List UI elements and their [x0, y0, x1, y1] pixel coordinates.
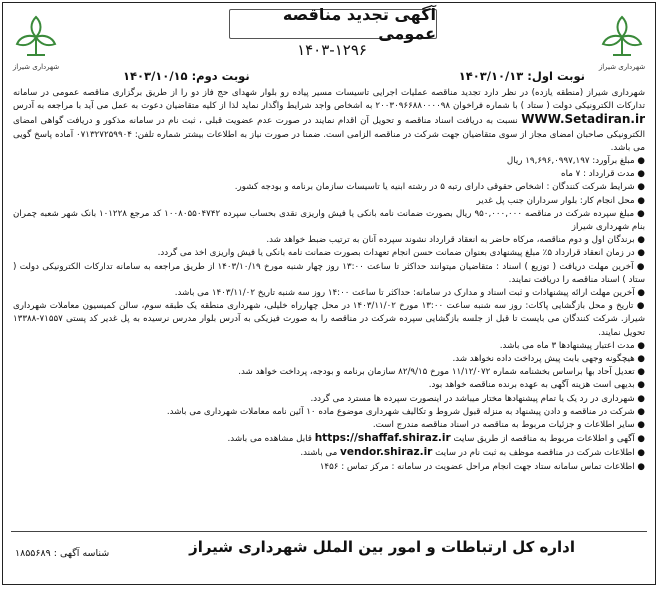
first-publish-date: ۱۴۰۳/۱۰/۱۳	[458, 69, 524, 83]
list-item-text: شرکت در مناقصه و دادن پیشنهاد به منزله قبول شروط و تکالیف شهرداری موضوع ماده ۱۰ آئین نامه معاملات شهرداری می باشد.	[166, 406, 635, 417]
list-item: ● تعدیل آحاد بها براساس بخشنامه شماره ۱۱/۱۲/۰۷۲ مورخ ۸۲/۹/۱۵ سازمان برنامه و بودجه، پرداخت خواهد شد.	[238, 367, 645, 378]
notice-page	[2, 2, 656, 585]
shaffaf-text-a: آگهی و اطلاعات مربوط به مناقصه از طریق سایت	[453, 434, 635, 445]
list-item-text: شهرداری در رد یک یا تمام پیشنهادها مختار میباشد در اینصورت سپرده ها مسترد می گردد.	[310, 393, 635, 404]
notice-body	[13, 87, 645, 523]
list-item: ● در زمان انعقاد قرارداد ۵٪ مبلغ پیشنهادی بعنوان ضمانت حسن انجام تعهدات بصورت ضمانت نامه بانکی یا فیش واریزی اخذ می گردد.	[157, 248, 645, 259]
list-item-text: بدیهی است هزینه آگهی به عهده برنده مناقصه خواهد بود.	[428, 380, 635, 391]
list-item: ● تاریخ و محل بازگشایی پاکات: روز سه شنبه ساعت ۱۳:۰۰ مورخ ۱۴۰۳/۱۱/۰۲ در محل چهارراه خلیلی، شهرداری منطقه یک طبقه سوم، سالن کمیسیون معاملات شهرداری شیراز. شرکت کنندگان می بایست تا قبل از جلسه بازگشایی سپرده شرکت در مناقصه را به صورت فیزیکی به آدرس بلوار مدرس نرسیده به پل غدیر کد پستی ۷۱۵۵۷-۱۳۳۸۸ تحویل نمایند.	[13, 301, 645, 338]
list-item-text: تاریخ و محل بازگشایی پاکات: روز سه شنبه ساعت ۱۳:۰۰ مورخ ۱۴۰۳/۱۱/۰۲ در محل چهارراه خلیلی، شهرداری منطقه یک طبقه سوم، سالن کمیسیون معاملات شهرداری شیراز. شرکت کنندگان می بایست تا قبل از جلسه بازگشایی سپرده شرکت در مناقصه را به صورت فیزیکی به آدرس بلوار مدرس نرسیده به پل غدیر کد پستی ۷۱۵۵۷-۱۳۳۸۸ تحویل نمایند.	[13, 301, 645, 338]
vendor-text-a: اطلاعات شرکت در مناقصه موظف به ثبت نام در سایت	[435, 448, 635, 459]
list-item: ● آگهی و اطلاعات مربوط به مناقصه از طریق سایت https://shaffaf.shiraz.ir قابل مشاهده می باشد.	[227, 432, 645, 445]
list-item: ● اطلاعات شرکت در مناقصه موظف به ثبت نام در سایت vendor.shiraz.ir می باشند.	[300, 446, 645, 459]
list-item: ● مبلغ سپرده شرکت در مناقصه ۹۵۰,۰۰۰,۰۰۰ ریال بصورت ضمانت نامه بانکی یا فیش واریزی نقدی بحساب سپرده ۱۰۰۸۰۵۵۰۴۷۴۲ کد مرجع ۱۰۱۲۲۸ بانک شهر شعبه چمران بنام شهرداری شیراز	[13, 208, 645, 233]
logo-emblem-icon	[9, 9, 63, 63]
intro-paragraph	[13, 87, 645, 155]
list-item: ● مدت اعتبار پیشنهادها ۳ ماه می باشد.	[499, 340, 645, 351]
list-item-text: محل انجام کار: بلوار سرداران جنب پل غدیر	[476, 195, 635, 206]
list-item-text: مدت اعتبار پیشنهادها ۳ ماه می باشد.	[499, 340, 635, 351]
vendor-text-b: می باشند.	[300, 448, 338, 459]
list-item: ● شهرداری در رد یک یا تمام پیشنهادها مختار میباشد در اینصورت سپرده ها مسترد می گردد.	[310, 393, 645, 404]
second-publish	[123, 69, 250, 83]
vendor-link[interactable]: vendor.shiraz.ir	[340, 446, 433, 459]
office-title: اداره کل ارتباطات و امور بین الملل شهرداری شیراز	[189, 538, 575, 556]
list-item: ● برندگان اول و دوم مناقصه، مرکاه حاضر به انعقاد قرارداد نشوند سپرده آنان به ترتیب ضبط خواهد شد.	[266, 235, 645, 246]
notice-title-text: آگهی تجدید مناقصه عمومی	[282, 5, 436, 43]
logo-caption-left: شهرداری شیراز	[12, 63, 60, 71]
intro-text-b: نسبت به دریافت اسناد مناقصه و تحویل آن اقدام نمایند در صورت عدم عضویت قبلی ، ثبت نام در سامانه مذکور و دریافت گواهی امضای الکترونیکی صاحبان امضای مجاز از سوی متقاضیان جهت شرکت در مناقصه الزامی است. ضمنا در صورت نیاز به اطلاعات بیشتر شماره تلفن: ۰۷۱۳۲۷۲۵۹۹۰۴ آماده پاسخ گویی می باشد.	[13, 116, 645, 153]
list-item-text: مبلغ برآورد: ۱۹,۶۹۶,۰۹۹۷,۱۹۷ ریال	[506, 156, 635, 167]
list-item: ● سایر اطلاعات و جزئیات مربوط به مناقصه در اسناد مناقصه مندرج است.	[372, 420, 645, 431]
list-item: ● شرایط شرکت کنندگان : اشخاص حقوقی دارای رتبه ۵ در رشته ابنیه یا تاسیسات سازمان برنامه و بودجه کشور.	[234, 182, 645, 193]
list-item: ● شرکت در مناقصه و دادن پیشنهاد به منزله قبول شروط و تکالیف شهرداری موضوع ماده ۱۰ آئین نامه معاملات شهرداری می باشد.	[166, 406, 645, 417]
shaffaf-link[interactable]: https://shaffaf.shiraz.ir	[314, 432, 451, 445]
list-item-text: در زمان انعقاد قرارداد ۵٪ مبلغ پیشنهادی بعنوان ضمانت حسن انجام تعهدات بصورت ضمانت نامه بانکی یا فیش واریزی اخذ می گردد.	[157, 248, 635, 259]
shiraz-municipality-logo-left	[9, 9, 63, 63]
tender-number: ۱۴۰۳-۱۲۹۶	[297, 41, 367, 59]
logo-emblem-icon	[595, 9, 649, 63]
ad-code: شناسه آگهی : ۱۸۵۵۶۸۹	[15, 548, 110, 559]
list-item: ● مبلغ برآورد: ۱۹,۶۹۶,۰۹۹۷,۱۹۷ ریال	[506, 156, 645, 167]
list-item-text: هیچگونه وجهی بابت پیش پرداخت داده نخواهد شد.	[452, 354, 635, 365]
first-publish	[459, 69, 585, 83]
first-publish-label: نوبت اول:	[527, 69, 585, 83]
logo-caption-right: شهرداری شیراز	[598, 63, 646, 71]
list-item: ● بدیهی است هزینه آگهی به عهده برنده مناقصه خواهد بود.	[428, 380, 645, 391]
contact-text: اطلاعات تماس سامانه ستاد جهت انجام مراحل عضویت در سامانه : مرکز تماس : ۱۴۵۶	[319, 461, 635, 472]
list-item: ● اطلاعات تماس سامانه ستاد جهت انجام مراحل عضویت در سامانه : مرکز تماس : ۱۴۵۶	[319, 461, 645, 472]
list-item-text: شرایط شرکت کنندگان : اشخاص حقوقی دارای رتبه ۵ در رشته ابنیه یا تاسیسات سازمان برنامه و بودجه کشور.	[234, 182, 635, 193]
list-item-text: سایر اطلاعات و جزئیات مربوط به مناقصه در اسناد مناقصه مندرج است.	[372, 420, 635, 431]
second-publish-date: ۱۴۰۳/۱۰/۱۵	[123, 69, 188, 83]
footer-divider	[11, 531, 647, 532]
intro-text-a: شهرداری شیراز (منطقه یازده) در نظر دارد تجدید مناقصه عملیات اجرایی تاسیسات مسیر پیاده رو بلوار شهدای حج فاز دو را از طریق برگزاری مناقصه عمومی در سامانه تدارکات الکترونیکی دولت ( ستاد ) با شماره فراخوان ۲۰۰۳۰۹۶۶۸۸۰۰۰۰۹۸ به اشخاص واجد شرایط واگذار نماید لذا از کلیه متقاضیان دعوت به عمل می آید با مراجعه به آدرس	[13, 88, 645, 112]
list-item-text: آخرین مهلت ارائه پیشنهادات و ثبت اسناد و مدارک در سامانه: حداکثر تا ساعت ۱۴:۰۰ روز سه شنبه تاریخ ۱۴۰۳/۱۱/۰۲ می باشد.	[174, 288, 635, 299]
list-item-text: آخرین مهلت دریافت ( توزیع ) اسناد : متقاضیان میتوانند حداکثر تا ساعت ۱۳:۰۰ روز چهار شنبه مورخ ۱۴۰۳/۱۰/۱۹ از طریق مراجعه به سامانه تدارکات الکترونیکی دولت ( ستاد ) اسناد مناقصه را دریافت نمایند.	[13, 261, 645, 285]
shaffaf-text-b: قابل مشاهده می باشد.	[227, 434, 312, 445]
list-item-text: مبلغ سپرده شرکت در مناقصه ۹۵۰,۰۰۰,۰۰۰ ریال بصورت ضمانت نامه بانکی یا فیش واریزی نقدی بحساب سپرده ۱۰۰۸۰۵۵۰۴۷۴۲ کد مرجع ۱۰۱۲۲۸ بانک شهر شعبه چمران بنام شهرداری شیراز	[13, 208, 645, 233]
list-item: ● مدت قرارداد : ۷ ماه	[561, 169, 645, 180]
list-item-text: تعدیل آحاد بها براساس بخشنامه شماره ۱۱/۱۲/۰۷۲ مورخ ۸۲/۹/۱۵ سازمان برنامه و بودجه، پرداخت خواهد شد.	[238, 367, 635, 378]
list-item: ● آخرین مهلت ارائه پیشنهادات و ثبت اسناد و مدارک در سامانه: حداکثر تا ساعت ۱۴:۰۰ روز سه شنبه تاریخ ۱۴۰۳/۱۱/۰۲ می باشد.	[174, 288, 645, 299]
list-item: ● آخرین مهلت دریافت ( توزیع ) اسناد : متقاضیان میتوانند حداکثر تا ساعت ۱۳:۰۰ روز چهار شنبه مورخ ۱۴۰۳/۱۰/۱۹ از طریق مراجعه به سامانه تدارکات الکترونیکی دولت ( ستاد ) اسناد مناقصه را دریافت نمایند.	[13, 261, 645, 285]
second-publish-label: نوبت دوم:	[191, 69, 250, 83]
list-item-text: برندگان اول و دوم مناقصه، مرکاه حاضر به انعقاد قرارداد نشوند سپرده آنان به ترتیب ضبط خواهد شد.	[266, 235, 635, 246]
setadiran-link[interactable]: WWW.Setadiran.ir	[521, 112, 645, 127]
conditions-list	[13, 155, 645, 432]
list-item-text: مدت قرارداد : ۷ ماه	[561, 169, 635, 180]
shiraz-municipality-logo-right	[595, 9, 649, 63]
notice-title	[229, 5, 437, 43]
list-item: ● هیچگونه وجهی بابت پیش پرداخت داده نخواهد شد.	[452, 354, 645, 365]
list-item: ● محل انجام کار: بلوار سرداران جنب پل غدیر	[476, 195, 645, 206]
